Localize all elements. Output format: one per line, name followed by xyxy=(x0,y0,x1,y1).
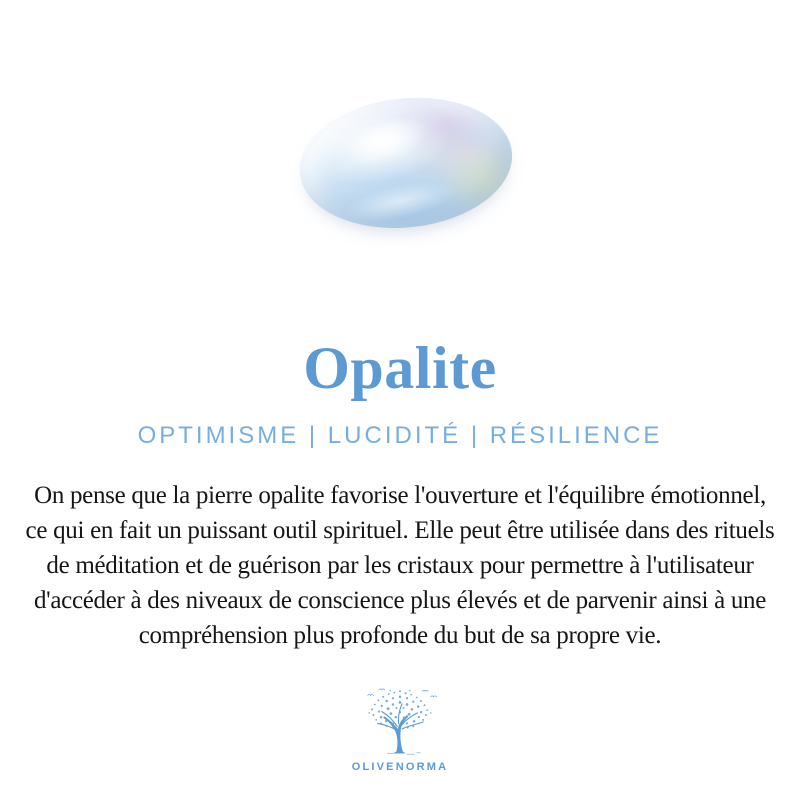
olivenorma-logo xyxy=(352,687,449,773)
stone-description: On pense que la pierre opalite favorise l'ouverture et l'équilibre émotionnel, ce qui en fait un puissant outil spirituel. Elle peut être utilisée dans des rituels de méditation et de guérison par les cristaux pour permettre à l'utilisateur d'accéder à des niveaux de conscience plus élevés et de parvenir ainsi à une compréhension plus profonde du but de sa propre vie. xyxy=(25,482,775,650)
opalite-cabochon xyxy=(293,87,518,238)
page-title: Opalite xyxy=(303,335,497,401)
stone-traits-subtitle: OPTIMISME | LUCIDITÉ | RÉSILIENCE xyxy=(137,422,663,449)
brand-name: OLIVENORMA xyxy=(351,761,449,774)
olive-tree-icon xyxy=(358,687,442,757)
opalite-stone-photo xyxy=(296,95,516,230)
